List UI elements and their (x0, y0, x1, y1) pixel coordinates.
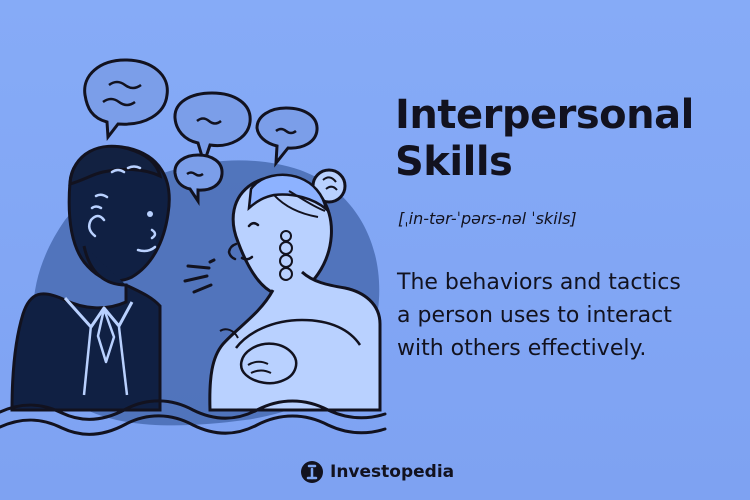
speech-bubble-icon (175, 93, 250, 163)
title-line-1: Interpersonal (395, 92, 694, 138)
definition-text (397, 266, 727, 365)
pronunciation: [ˌin-tər-ˈpərs-nəl ˈskils] (398, 209, 577, 228)
definition-line-1: The behaviors and tactics (397, 270, 681, 295)
brand-logo (300, 459, 460, 485)
conversation-illustration (0, 0, 390, 440)
definition-line-3: with others effectively. (397, 336, 647, 361)
speech-bubble-icon (257, 108, 317, 163)
definition-line-2: a person uses to interact (397, 303, 672, 328)
investopedia-logo-icon (300, 460, 324, 484)
title-line-2: Skills (395, 139, 513, 185)
brand-name: Investopedia (330, 462, 455, 482)
page-title (395, 92, 725, 186)
speech-bubble-icon (85, 60, 168, 137)
